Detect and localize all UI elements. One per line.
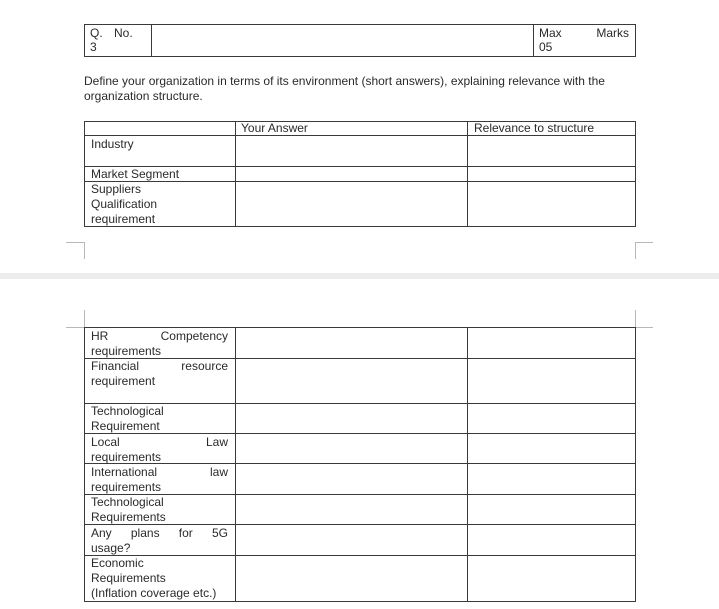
row-label-financial-line2: requirement — [91, 374, 156, 388]
answer-cell-financial[interactable] — [236, 359, 467, 403]
relevance-cell-financial[interactable] — [468, 359, 635, 403]
answer-cell-technological-2[interactable] — [236, 495, 467, 524]
relevance-cell-market-segment[interactable] — [468, 167, 635, 181]
row-label-international-law-line1: International law — [91, 465, 228, 479]
row-label-industry: Industry — [91, 137, 134, 151]
question-number: 3 — [90, 40, 97, 54]
answer-cell-5g[interactable] — [236, 525, 467, 555]
relevance-cell-international-law[interactable] — [468, 464, 635, 494]
answer-cell-hr[interactable] — [236, 328, 467, 358]
row-label-local-law-line1: Local Law — [91, 435, 228, 449]
answer-cell-local-law[interactable] — [236, 434, 467, 463]
page-break — [0, 273, 719, 279]
answer-cell-market-segment[interactable] — [236, 167, 467, 181]
relevance-cell-economic[interactable] — [468, 556, 635, 601]
max-marks-label-text: Max Marks — [539, 26, 629, 40]
row-label-5g — [91, 526, 228, 556]
row-label-international-law — [91, 465, 228, 495]
row-label-suppliers: Suppliers — [91, 182, 142, 196]
question-answer-field[interactable] — [152, 25, 532, 56]
row-label-economic-line1: Economic — [91, 556, 144, 570]
column-header-your-answer: Your Answer — [241, 121, 308, 135]
column-header-relevance: Relevance to structure — [474, 121, 595, 135]
row-label-technological-1 — [91, 404, 228, 434]
answer-cell-international-law[interactable] — [236, 464, 467, 494]
row-label-qualification: Qualification requirement — [91, 197, 158, 226]
row-label-technological-2 — [91, 495, 228, 525]
row-label-technological-1-line2: Requirement — [91, 419, 160, 433]
row-label-market-segment: Market Segment — [91, 167, 180, 181]
answer-cell-suppliers[interactable] — [236, 182, 467, 226]
instruction-text: Define your organization in terms of its environment (short answers), explaining relevance with the organization structure. — [84, 74, 605, 103]
row-label-international-law-line2: requirements — [91, 480, 162, 494]
relevance-cell-local-law[interactable] — [468, 434, 635, 463]
row-label-hr-competency — [91, 329, 228, 359]
row-label-hr-line1: HR Competency — [91, 329, 228, 343]
row-label-technological-2-line1: Technological — [91, 495, 164, 509]
relevance-cell-industry[interactable] — [468, 136, 635, 166]
row-label-financial-line1: Financial resource — [91, 359, 228, 373]
question-number-label — [90, 26, 133, 41]
row-label-local-law-line2: requirements — [91, 450, 162, 464]
row-label-economic-line3: (Inflation coverage etc.) — [91, 586, 217, 600]
answer-cell-economic[interactable] — [236, 556, 467, 601]
row-label-technological-1-line1: Technological — [91, 404, 164, 418]
row-label-hr-line2: requirements — [91, 344, 162, 358]
row-label-financial — [91, 359, 228, 389]
relevance-cell-suppliers[interactable] — [468, 182, 635, 226]
row-label-economic-line2: Requirements — [91, 571, 166, 585]
answer-cell-technological-1[interactable] — [236, 404, 467, 433]
relevance-cell-5g[interactable] — [468, 525, 635, 555]
row-label-5g-line1: Any plans for 5G — [91, 526, 228, 540]
marks-value: 05 — [539, 40, 553, 54]
row-label-economic — [91, 556, 236, 601]
row-label-5g-line2: usage? — [91, 541, 131, 555]
relevance-cell-technological-1[interactable] — [468, 404, 635, 433]
relevance-cell-technological-2[interactable] — [468, 495, 635, 524]
answer-cell-industry[interactable] — [236, 136, 467, 166]
row-label-technological-2-line2: Requirements — [91, 510, 166, 524]
question-number-label-text: Q. No. — [90, 26, 133, 40]
max-marks-label — [539, 26, 629, 41]
relevance-cell-hr[interactable] — [468, 328, 635, 358]
row-label-local-law — [91, 435, 228, 465]
